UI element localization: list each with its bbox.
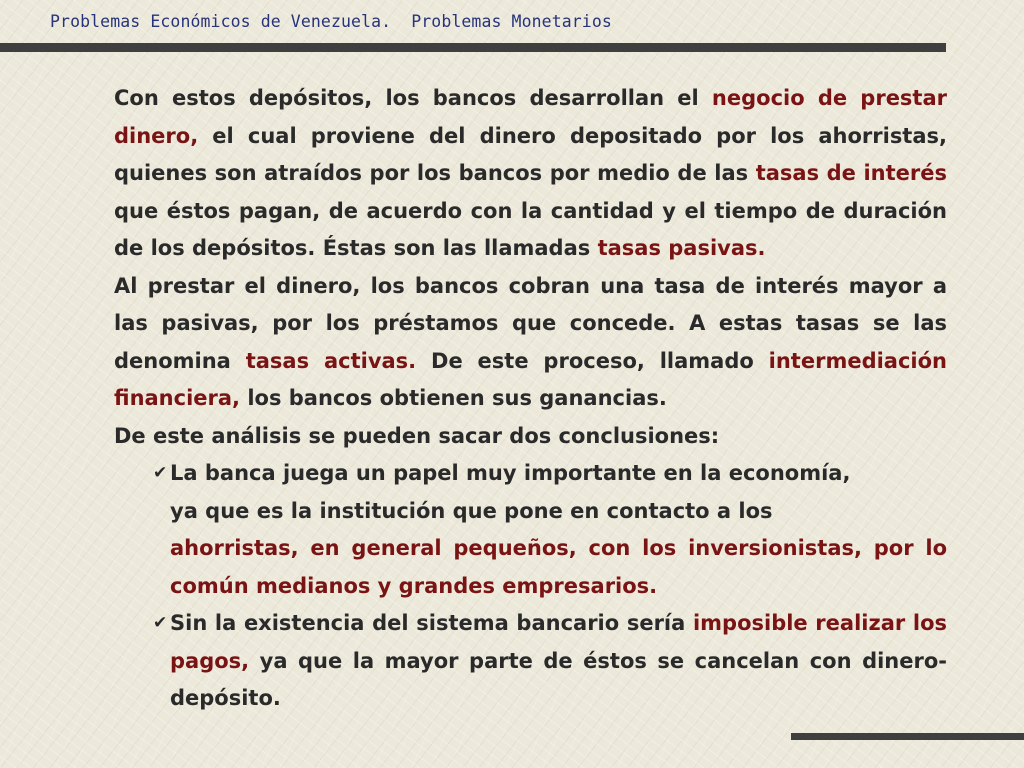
slide-body <box>114 80 947 718</box>
conclusion-bullet-1 <box>153 455 947 605</box>
highlight-tasas-de-interes: tasas de interés <box>755 161 947 185</box>
highlight-ahorristas-inversionistas: ahorristas, en general pequeños, con los inversionistas, por lo común medianos y grandes empresarios. <box>170 536 947 598</box>
paragraph-deposits <box>114 80 947 268</box>
highlight-imposible-realizar-pagos: imposible realizar los pagos, <box>170 611 948 673</box>
paragraph-text: el cual proviene del dinero depositado por los ahorristas, quienes son atraídos por los bancos por medio de las <box>114 123 947 185</box>
checkmark-icon: ✔ <box>153 613 168 633</box>
slide-header-title: Problemas Económicos de Venezuela. Problemas Monetarios <box>50 12 612 31</box>
paragraph-text: Con estos depósitos, los bancos desarrollan el <box>114 86 712 110</box>
highlight-negocio-prestar-dinero: negocio de prestar dinero, <box>114 86 948 148</box>
bullet-text: ya que la mayor parte de éstos se cancelan con dinero-depósito. <box>170 648 947 710</box>
paragraph-text: Al prestar el dinero, los bancos cobran una tasa de interés mayor a las pasivas, por los préstamos que concede. A estas tasas se las denomina <box>114 273 947 373</box>
paragraph-text: que éstos pagan, de acuerdo con la cantidad y el tiempo de duración de los depósitos. Éstas son las llamadas <box>114 198 947 260</box>
footer-divider <box>791 733 1024 740</box>
checkmark-icon: ✔ <box>153 463 168 483</box>
header-divider <box>0 43 946 52</box>
bullet-line: La banca juega un papel muy importante en la economía, <box>170 461 851 485</box>
paragraph-conclusions-intro: De este análisis se pueden sacar dos conclusiones: <box>114 423 720 448</box>
bullet-text: Sin la existencia del sistema bancario sería <box>170 611 693 635</box>
paragraph-text: De este proceso, llamado <box>416 348 769 373</box>
highlight-intermediacion-financiera: intermediación financiera, <box>114 348 947 410</box>
highlight-tasas-pasivas: tasas pasivas. <box>597 236 766 260</box>
paragraph-lending <box>114 268 947 418</box>
conclusion-bullet-2 <box>153 605 948 718</box>
paragraph-text: los bancos obtienen sus ganancias. <box>240 386 667 410</box>
highlight-tasas-activas: tasas activas. <box>245 348 417 373</box>
bullet-line: ya que es la institución que pone en contacto a los <box>170 498 773 523</box>
